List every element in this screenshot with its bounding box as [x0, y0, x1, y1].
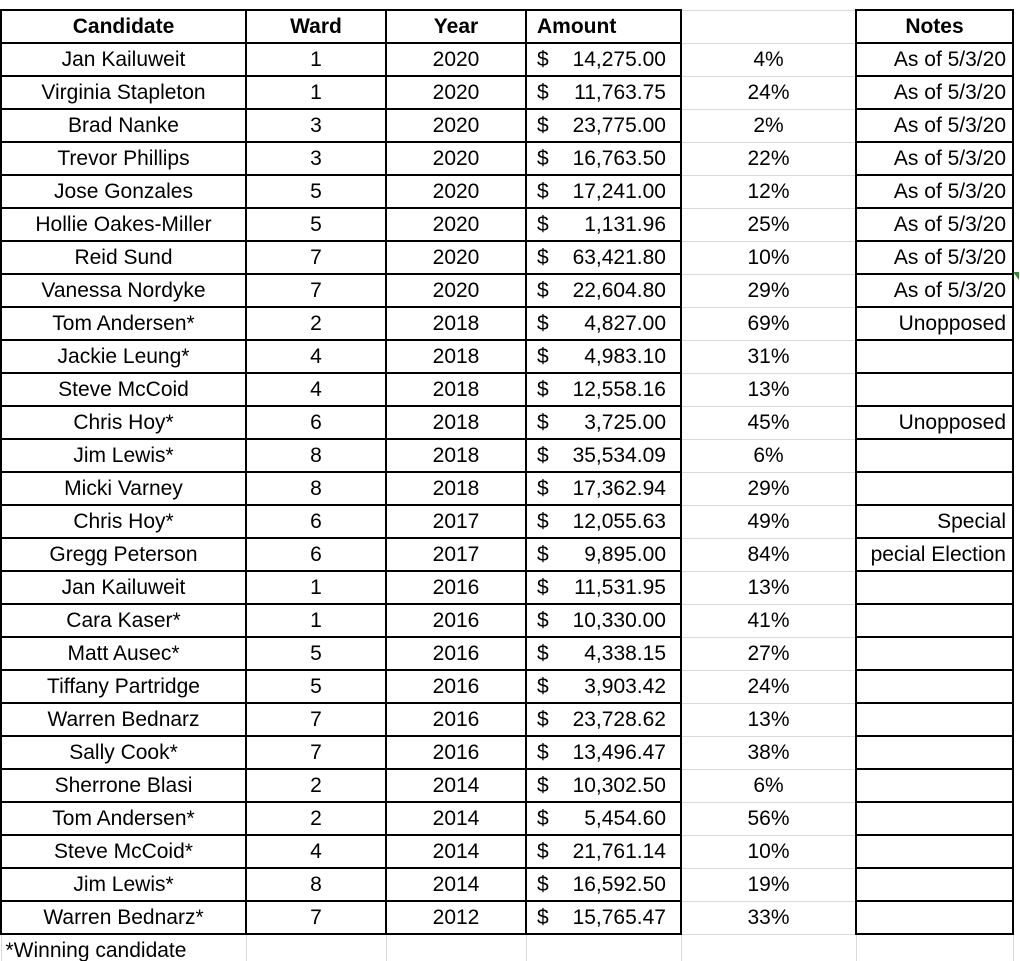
currency-symbol: $: [537, 279, 549, 302]
cell-ward[interactable]: 8: [246, 868, 386, 901]
table-row: [1, 472, 1013, 505]
cell-percent[interactable]: 13%: [681, 703, 856, 736]
cell-ward[interactable]: 6: [246, 406, 386, 439]
cell-ward[interactable]: 1: [246, 604, 386, 637]
cell-ward[interactable]: 6: [246, 505, 386, 538]
amount-value: [527, 671, 680, 702]
amount-number: 16,763.50: [572, 147, 666, 170]
cell-notes[interactable]: As of 5/3/20: [856, 109, 1013, 142]
currency-symbol: $: [537, 444, 549, 467]
amount-number: 17,362.94: [572, 477, 666, 500]
cell-ward[interactable]: 3: [246, 142, 386, 175]
cell-amount[interactable]: [526, 538, 681, 571]
amount-value: [527, 110, 680, 141]
cell-amount[interactable]: [526, 43, 681, 76]
amount-value: [527, 638, 680, 669]
cell-percent[interactable]: 31%: [681, 340, 856, 373]
cell-percent[interactable]: 24%: [681, 76, 856, 109]
currency-symbol: $: [537, 378, 549, 401]
cell-year[interactable]: 2020: [386, 175, 526, 208]
cell-notes[interactable]: [856, 769, 1013, 802]
cell-amount[interactable]: [526, 208, 681, 241]
cell-year[interactable]: 2018: [386, 472, 526, 505]
cell-candidate[interactable]: Reid Sund: [1, 241, 246, 274]
cell-candidate[interactable]: Cara Kaser*: [1, 604, 246, 637]
cell-notes[interactable]: [856, 736, 1013, 769]
table-row: [1, 340, 1013, 373]
cell-ward[interactable]: 2: [246, 802, 386, 835]
table-row: [1, 373, 1013, 406]
amount-value: [527, 77, 680, 108]
amount-number: 12,055.63: [572, 510, 666, 533]
amount-number: 13,496.47: [572, 741, 666, 764]
amount-value: [527, 143, 680, 174]
amount-number: 22,604.80: [572, 279, 666, 302]
table-row: [1, 76, 1013, 109]
empty-cell[interactable]: [526, 934, 681, 961]
table-row: [1, 109, 1013, 142]
amount-number: 11,531.95: [574, 576, 666, 599]
cell-candidate[interactable]: Jackie Leung*: [1, 340, 246, 373]
cell-amount[interactable]: [526, 472, 681, 505]
cell-notes[interactable]: As of 5/3/20: [856, 76, 1013, 109]
cell-notes[interactable]: [856, 835, 1013, 868]
cell-notes[interactable]: As of 5/3/20: [856, 274, 1013, 307]
currency-symbol: $: [537, 411, 549, 434]
cell-candidate[interactable]: Chris Hoy*: [1, 406, 246, 439]
cell-notes[interactable]: [856, 604, 1013, 637]
cell-notes[interactable]: [856, 439, 1013, 472]
cell-amount[interactable]: [526, 505, 681, 538]
cell-candidate[interactable]: Jim Lewis*: [1, 439, 246, 472]
table-row: [1, 901, 1013, 934]
footnote[interactable]: *Winning candidate: [1, 934, 246, 961]
table-row: [1, 538, 1013, 571]
currency-symbol: $: [537, 774, 549, 797]
currency-symbol: $: [537, 147, 549, 170]
cell-amount[interactable]: [526, 241, 681, 274]
amount-value: [527, 770, 680, 801]
amount-number: 3,903.42: [584, 675, 666, 698]
amount-number: 1,131.96: [584, 213, 666, 236]
cell-percent[interactable]: 49%: [681, 505, 856, 538]
cell-amount[interactable]: [526, 802, 681, 835]
cell-candidate[interactable]: Chris Hoy*: [1, 505, 246, 538]
currency-symbol: $: [537, 807, 549, 830]
header-pct[interactable]: [681, 10, 856, 43]
cell-candidate[interactable]: Warren Bednarz*: [1, 901, 246, 934]
cell-notes[interactable]: [856, 670, 1013, 703]
cell-percent[interactable]: 10%: [681, 835, 856, 868]
table-row: [1, 835, 1013, 868]
cell-percent[interactable]: 10%: [681, 241, 856, 274]
cell-percent[interactable]: 4%: [681, 43, 856, 76]
empty-cell[interactable]: [246, 934, 386, 961]
cell-notes[interactable]: Unopposed: [856, 307, 1013, 340]
amount-value: [527, 902, 680, 933]
cell-candidate[interactable]: Warren Bednarz: [1, 703, 246, 736]
cell-amount[interactable]: [526, 604, 681, 637]
amount-number: 10,302.50: [572, 774, 666, 797]
cell-ward[interactable]: 4: [246, 835, 386, 868]
amount-value: [527, 572, 680, 603]
amount-value: [527, 44, 680, 75]
cell-amount[interactable]: [526, 868, 681, 901]
currency-symbol: $: [537, 675, 549, 698]
cell-notes[interactable]: Special: [856, 505, 1013, 538]
cell-amount[interactable]: [526, 340, 681, 373]
amount-number: 23,775.00: [572, 114, 666, 137]
cell-candidate[interactable]: Sherrone Blasi: [1, 769, 246, 802]
amount-number: 14,275.00: [572, 48, 666, 71]
cell-notes[interactable]: As of 5/3/20: [856, 175, 1013, 208]
currency-symbol: $: [537, 741, 549, 764]
amount-number: 4,983.10: [584, 345, 666, 368]
cell-percent[interactable]: 29%: [681, 274, 856, 307]
cell-year[interactable]: 2017: [386, 538, 526, 571]
amount-value: [527, 605, 680, 636]
cell-year[interactable]: 2020: [386, 109, 526, 142]
amount-value: [527, 374, 680, 405]
currency-symbol: $: [537, 246, 549, 269]
amount-number: 16,592.50: [572, 873, 666, 896]
cell-candidate[interactable]: Jan Kailuweit: [1, 43, 246, 76]
cell-amount[interactable]: [526, 670, 681, 703]
cell-percent[interactable]: 12%: [681, 175, 856, 208]
cell-percent[interactable]: 41%: [681, 604, 856, 637]
amount-value: [527, 869, 680, 900]
table-row: [1, 175, 1013, 208]
table-row: [1, 208, 1013, 241]
currency-symbol: $: [537, 609, 549, 632]
amount-number: 15,765.47: [572, 906, 666, 929]
cell-year[interactable]: 2014: [386, 835, 526, 868]
cell-notes[interactable]: As of 5/3/20: [856, 142, 1013, 175]
cell-candidate[interactable]: Tom Andersen*: [1, 802, 246, 835]
amount-number: 4,338.15: [584, 642, 666, 665]
table-row: [1, 406, 1013, 439]
cell-year[interactable]: 2016: [386, 604, 526, 637]
amount-number: 3,725.00: [584, 411, 666, 434]
header-candidate[interactable]: Candidate: [1, 10, 246, 43]
cell-candidate[interactable]: Hollie Oakes-Miller: [1, 208, 246, 241]
cell-amount[interactable]: [526, 769, 681, 802]
cell-year[interactable]: 2016: [386, 703, 526, 736]
table-row: [1, 505, 1013, 538]
cell-notes[interactable]: [856, 472, 1013, 505]
cell-ward[interactable]: 5: [246, 175, 386, 208]
cell-notes[interactable]: [856, 637, 1013, 670]
header-amount[interactable]: Amount: [526, 10, 681, 43]
cell-notes[interactable]: [856, 340, 1013, 373]
table-row: [1, 307, 1013, 340]
cell-notes[interactable]: [856, 868, 1013, 901]
cell-ward[interactable]: 4: [246, 373, 386, 406]
cell-year[interactable]: 2020: [386, 274, 526, 307]
amount-number: 63,421.80: [572, 246, 666, 269]
cell-amount[interactable]: [526, 835, 681, 868]
cell-year[interactable]: 2014: [386, 802, 526, 835]
table-row: [1, 604, 1013, 637]
cell-ward[interactable]: 8: [246, 439, 386, 472]
cell-notes[interactable]: [856, 901, 1013, 934]
table-row: [1, 868, 1013, 901]
cell-year[interactable]: 2017: [386, 505, 526, 538]
cell-candidate[interactable]: Sally Cook*: [1, 736, 246, 769]
currency-symbol: $: [537, 543, 549, 566]
cell-year[interactable]: 2018: [386, 340, 526, 373]
amount-value: [527, 242, 680, 273]
currency-symbol: $: [537, 345, 549, 368]
table-row: [1, 241, 1013, 274]
amount-number: 4,827.00: [584, 312, 666, 335]
cell-percent[interactable]: 19%: [681, 868, 856, 901]
cell-ward[interactable]: 5: [246, 670, 386, 703]
amount-value: [527, 737, 680, 768]
cell-candidate[interactable]: Jose Gonzales: [1, 175, 246, 208]
cell-candidate[interactable]: Micki Varney: [1, 472, 246, 505]
currency-symbol: $: [537, 906, 549, 929]
cell-percent[interactable]: 27%: [681, 637, 856, 670]
currency-symbol: $: [537, 48, 549, 71]
amount-value: [527, 704, 680, 735]
cell-ward[interactable]: 2: [246, 307, 386, 340]
header-year[interactable]: Year: [386, 10, 526, 43]
cell-amount[interactable]: [526, 373, 681, 406]
cell-year[interactable]: 2020: [386, 43, 526, 76]
cell-candidate[interactable]: Steve McCoid: [1, 373, 246, 406]
currency-symbol: $: [537, 114, 549, 137]
cell-amount[interactable]: [526, 637, 681, 670]
empty-cell[interactable]: [681, 934, 856, 961]
header-notes[interactable]: Notes: [856, 10, 1013, 43]
cell-candidate[interactable]: Jan Kailuweit: [1, 571, 246, 604]
cell-percent[interactable]: 33%: [681, 901, 856, 934]
amount-value: [527, 539, 680, 570]
cell-ward[interactable]: 8: [246, 472, 386, 505]
empty-cell[interactable]: [386, 934, 526, 961]
table-row: [1, 703, 1013, 736]
cell-year[interactable]: 2018: [386, 439, 526, 472]
cell-notes[interactable]: As of 5/3/20: [856, 241, 1013, 274]
cell-year[interactable]: 2016: [386, 670, 526, 703]
cell-ward[interactable]: 7: [246, 901, 386, 934]
cell-candidate[interactable]: Trevor Phillips: [1, 142, 246, 175]
header-row: [1, 10, 1013, 43]
amount-number: 5,454.60: [584, 807, 666, 830]
currency-symbol: $: [537, 642, 549, 665]
currency-symbol: $: [537, 477, 549, 500]
amount-value: [527, 275, 680, 306]
cell-percent[interactable]: 38%: [681, 736, 856, 769]
cell-amount[interactable]: [526, 76, 681, 109]
cell-candidate[interactable]: Brad Nanke: [1, 109, 246, 142]
cell-percent[interactable]: 69%: [681, 307, 856, 340]
cell-percent[interactable]: 84%: [681, 538, 856, 571]
amount-number: 23,728.62: [572, 708, 666, 731]
currency-symbol: $: [537, 576, 549, 599]
cell-percent[interactable]: 24%: [681, 670, 856, 703]
cell-amount[interactable]: [526, 175, 681, 208]
cell-ward[interactable]: 4: [246, 340, 386, 373]
amount-number: 17,241.00: [572, 180, 666, 203]
amount-number: 9,895.00: [584, 543, 666, 566]
currency-symbol: $: [537, 840, 549, 863]
cell-amount[interactable]: [526, 736, 681, 769]
amount-value: [527, 308, 680, 339]
cell-candidate[interactable]: Tom Andersen*: [1, 307, 246, 340]
cell-amount[interactable]: [526, 307, 681, 340]
cell-percent[interactable]: 22%: [681, 142, 856, 175]
cell-year[interactable]: 2018: [386, 406, 526, 439]
table-row: [1, 571, 1013, 604]
amount-number: 12,558.16: [572, 378, 666, 401]
cell-year[interactable]: 2014: [386, 868, 526, 901]
cell-year[interactable]: 2018: [386, 307, 526, 340]
cell-percent[interactable]: 6%: [681, 439, 856, 472]
cell-ward[interactable]: 7: [246, 736, 386, 769]
cell-amount[interactable]: [526, 274, 681, 307]
cell-year[interactable]: 2020: [386, 241, 526, 274]
cell-year[interactable]: 2020: [386, 208, 526, 241]
cell-ward[interactable]: 3: [246, 109, 386, 142]
cell-ward[interactable]: 2: [246, 769, 386, 802]
cell-ward[interactable]: 5: [246, 208, 386, 241]
cell-amount[interactable]: [526, 142, 681, 175]
cell-percent[interactable]: 6%: [681, 769, 856, 802]
amount-value: [527, 440, 680, 471]
amount-number: 35,534.09: [572, 444, 666, 467]
amount-value: [527, 803, 680, 834]
cell-percent[interactable]: 25%: [681, 208, 856, 241]
cell-year[interactable]: 2016: [386, 736, 526, 769]
table-row: [1, 43, 1013, 76]
amount-number: 11,763.75: [574, 81, 666, 104]
currency-symbol: $: [537, 873, 549, 896]
amount-value: [527, 407, 680, 438]
footnote-row: [1, 934, 1013, 961]
cell-percent[interactable]: 56%: [681, 802, 856, 835]
table-row: [1, 769, 1013, 802]
cell-amount[interactable]: [526, 901, 681, 934]
cell-candidate[interactable]: Virginia Stapleton: [1, 76, 246, 109]
cell-candidate[interactable]: Matt Ausec*: [1, 637, 246, 670]
cell-amount[interactable]: [526, 703, 681, 736]
cell-corner-mark: [1013, 272, 1019, 280]
cell-candidate[interactable]: Jim Lewis*: [1, 868, 246, 901]
currency-symbol: $: [537, 708, 549, 731]
candidate-table: [0, 9, 1014, 961]
cell-year[interactable]: 2016: [386, 571, 526, 604]
cell-ward[interactable]: 1: [246, 43, 386, 76]
currency-symbol: $: [537, 213, 549, 236]
cell-year[interactable]: 2014: [386, 769, 526, 802]
amount-value: [527, 836, 680, 867]
cell-year[interactable]: 2012: [386, 901, 526, 934]
table-row: [1, 670, 1013, 703]
amount-value: [527, 506, 680, 537]
cell-amount[interactable]: [526, 109, 681, 142]
cell-candidate[interactable]: Gregg Peterson: [1, 538, 246, 571]
table-row: [1, 637, 1013, 670]
cell-notes[interactable]: As of 5/3/20: [856, 208, 1013, 241]
amount-value: [527, 341, 680, 372]
cell-notes[interactable]: Unopposed: [856, 406, 1013, 439]
table-row: [1, 736, 1013, 769]
cell-amount[interactable]: [526, 439, 681, 472]
cell-year[interactable]: 2016: [386, 637, 526, 670]
currency-symbol: $: [537, 510, 549, 533]
cell-candidate[interactable]: Vanessa Nordyke: [1, 274, 246, 307]
cell-notes[interactable]: As of 5/3/20: [856, 43, 1013, 76]
table-row: [1, 142, 1013, 175]
table-row: [1, 274, 1013, 307]
cell-ward[interactable]: 1: [246, 571, 386, 604]
amount-value: [527, 473, 680, 504]
cell-notes[interactable]: [856, 571, 1013, 604]
cell-notes[interactable]: [856, 802, 1013, 835]
cell-percent[interactable]: 13%: [681, 373, 856, 406]
cell-ward[interactable]: 1: [246, 76, 386, 109]
cell-amount[interactable]: [526, 406, 681, 439]
cell-percent[interactable]: 45%: [681, 406, 856, 439]
amount-number: 21,761.14: [572, 840, 666, 863]
table-row: [1, 439, 1013, 472]
cell-candidate[interactable]: Steve McCoid*: [1, 835, 246, 868]
cell-notes[interactable]: pecial Election: [856, 538, 1013, 571]
amount-value: [527, 176, 680, 207]
table-row: [1, 802, 1013, 835]
cell-percent[interactable]: 29%: [681, 472, 856, 505]
cell-ward[interactable]: 7: [246, 274, 386, 307]
cell-percent[interactable]: 2%: [681, 109, 856, 142]
cell-ward[interactable]: 7: [246, 703, 386, 736]
cell-ward[interactable]: 6: [246, 538, 386, 571]
cell-candidate[interactable]: Tiffany Partridge: [1, 670, 246, 703]
cell-percent[interactable]: 13%: [681, 571, 856, 604]
cell-notes[interactable]: [856, 373, 1013, 406]
empty-cell[interactable]: [856, 934, 1013, 961]
amount-number: 10,330.00: [572, 609, 666, 632]
cell-ward[interactable]: 5: [246, 637, 386, 670]
cell-year[interactable]: 2018: [386, 373, 526, 406]
cell-year[interactable]: 2020: [386, 76, 526, 109]
cell-notes[interactable]: [856, 703, 1013, 736]
currency-symbol: $: [537, 81, 549, 104]
amount-value: [527, 209, 680, 240]
cell-amount[interactable]: [526, 571, 681, 604]
cell-year[interactable]: 2020: [386, 142, 526, 175]
cell-ward[interactable]: 7: [246, 241, 386, 274]
header-ward[interactable]: Ward: [246, 10, 386, 43]
currency-symbol: $: [537, 180, 549, 203]
currency-symbol: $: [537, 312, 549, 335]
